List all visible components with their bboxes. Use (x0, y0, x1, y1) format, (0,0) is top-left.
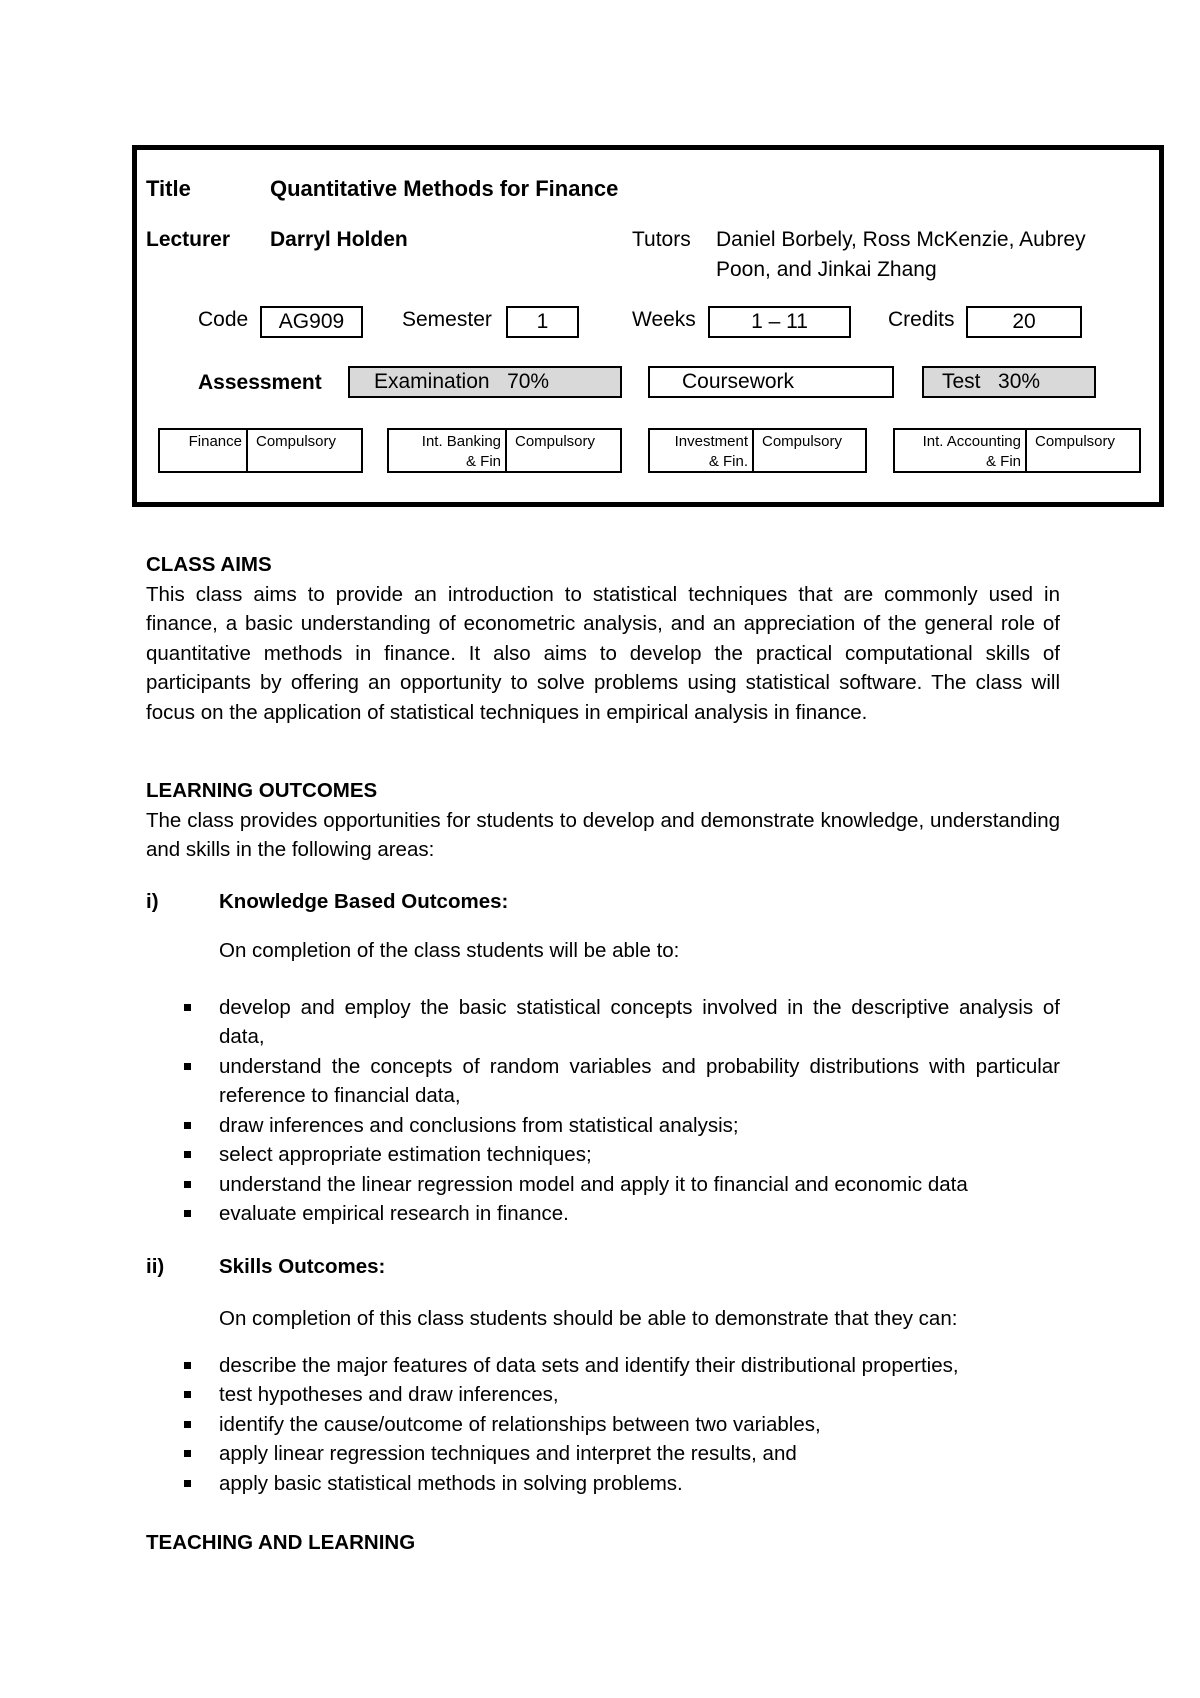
learning-outcomes-section (146, 776, 1060, 865)
class-aims-section (146, 550, 1060, 727)
bullet-icon (184, 1210, 191, 1217)
programme-finance (158, 428, 363, 473)
section-lead: On completion of the class students will be able to: (219, 939, 680, 962)
bullet-icon (184, 1004, 191, 1011)
teaching-heading: TEACHING AND LEARNING (146, 1531, 416, 1554)
credits-value: 20 (966, 306, 1082, 338)
assessment-examination: Examination 70% (348, 366, 622, 398)
skills-outcomes (146, 1252, 1060, 1498)
code-label: Code (198, 308, 249, 331)
list-item: understand the linear regression model and apply it to financial and economic data (146, 1170, 1060, 1200)
weeks-label: Weeks (632, 308, 696, 331)
tutors-line-1: Daniel Borbely, Ross McKenzie, Aubrey (716, 228, 1086, 251)
list-item: evaluate empirical research in finance. (146, 1199, 1060, 1229)
weeks-value: 1 – 11 (708, 306, 851, 338)
tutors-line-2: Poon, and Jinkai Zhang (716, 258, 937, 281)
title-label: Title (146, 176, 191, 201)
bullet-icon (184, 1421, 191, 1428)
semester-value: 1 (506, 306, 579, 338)
assessment-label: Assessment (198, 371, 322, 394)
tutors-label: Tutors (632, 228, 691, 251)
bullet-icon (184, 1391, 191, 1398)
knowledge-outcomes (146, 887, 1060, 1229)
programme-investment (648, 428, 867, 473)
class-aims-text: This class aims to provide an introduction to statistical techniques that are commonly used in finance, a basic understanding of econometric analysis, and an appreciation of the general role of quantitative methods in finance. It also aims to develop the practical computational skills of participants by offering an opportunity to solve problems using statistical software. The class will focus on the application of statistical techniques in empirical analysis in finance. (146, 582, 1060, 724)
programme-name: Finance (160, 430, 248, 471)
list-item: apply basic statistical methods in solving problems. (146, 1469, 1060, 1499)
bullet-icon (184, 1151, 191, 1158)
credits-label: Credits (888, 308, 955, 331)
semester-label: Semester (402, 308, 492, 331)
section-lead: On completion of this class students should be able to demonstrate that they can: (219, 1307, 958, 1330)
programme-status: Compulsory (762, 433, 843, 450)
learning-outcomes-intro: The class provides opportunities for students to develop and demonstrate knowledge, understanding and skills in the following areas: (146, 808, 1060, 861)
programme-status: Compulsory (256, 433, 337, 450)
assessment-test: Test 30% (922, 366, 1096, 398)
lecturer-name: Darryl Holden (270, 228, 408, 251)
list-item: understand the concepts of random variables and probability distributions with particular reference to financial data, (146, 1052, 1060, 1111)
code-value: AG909 (260, 306, 363, 338)
list-item: develop and employ the basic statistical concepts involved in the descriptive analysis of data, (146, 993, 1060, 1052)
list-item: identify the cause/outcome of relationships between two variables, (146, 1410, 1060, 1440)
section-number: ii) (146, 1255, 165, 1278)
bullet-icon (184, 1181, 191, 1188)
programme-name: Int. Banking & Fin (389, 430, 507, 471)
class-aims-heading: CLASS AIMS (146, 553, 272, 576)
learning-outcomes-heading: LEARNING OUTCOMES (146, 779, 378, 802)
section-title: Skills Outcomes: (219, 1255, 386, 1278)
programme-status: Compulsory (515, 433, 596, 450)
programme-int-accounting (893, 428, 1141, 473)
lecturer-label: Lecturer (146, 228, 231, 251)
bullet-icon (184, 1450, 191, 1457)
programme-name: Investment & Fin. (650, 430, 754, 471)
teaching-section (146, 1528, 1060, 1558)
section-title: Knowledge Based Outcomes: (219, 890, 509, 913)
programme-name: Int. Accounting & Fin (895, 430, 1027, 471)
assessment-coursework: Coursework (648, 366, 894, 398)
programme-status: Compulsory (1035, 433, 1116, 450)
list-item: apply linear regression techniques and interpret the results, and (146, 1439, 1060, 1469)
programme-int-banking (387, 428, 622, 473)
bullet-icon (184, 1480, 191, 1487)
bullet-icon (184, 1362, 191, 1369)
list-item: describe the major features of data sets and identify their distributional properties, (146, 1351, 1060, 1381)
list-item: draw inferences and conclusions from statistical analysis; (146, 1111, 1060, 1141)
bullet-icon (184, 1063, 191, 1070)
section-number: i) (146, 890, 159, 913)
list-item: test hypotheses and draw inferences, (146, 1380, 1060, 1410)
bullet-icon (184, 1122, 191, 1129)
class-title: Quantitative Methods for Finance (270, 176, 619, 201)
list-item: select appropriate estimation techniques; (146, 1140, 1060, 1170)
